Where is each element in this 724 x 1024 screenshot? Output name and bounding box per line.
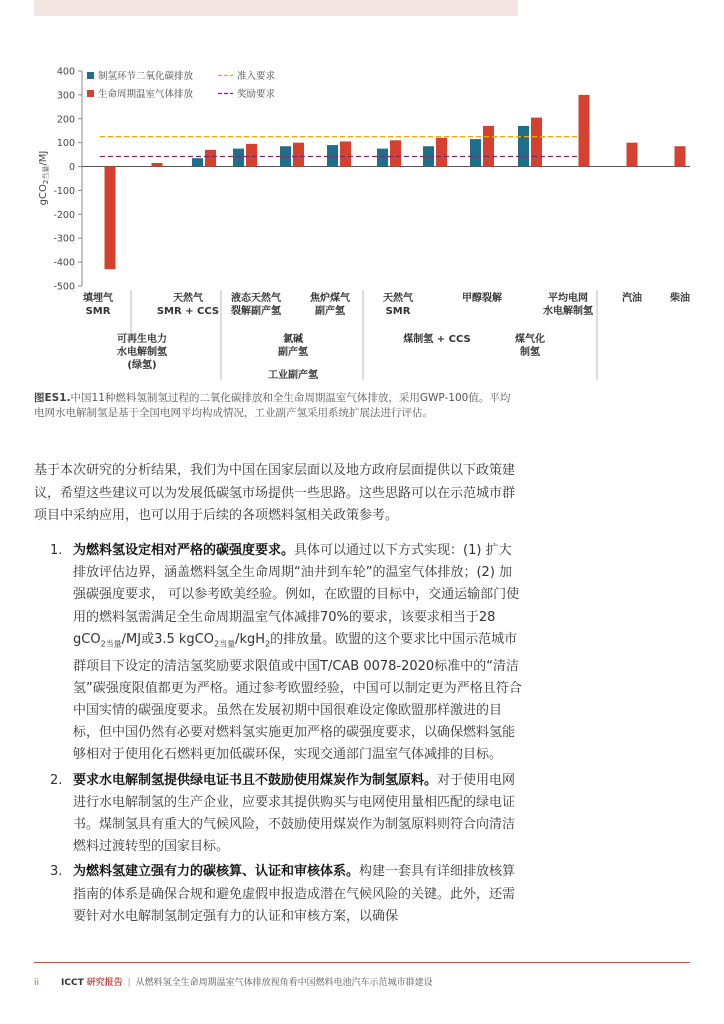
bar-production — [470, 139, 481, 166]
item-title: 要求水电解制氢提供绿电证书且不鼓励使用煤炭作为制氢原料。 — [73, 772, 438, 788]
item-body: 对于使用电网进行水电解制氢的生产企业，应要求其提供购买与电网使用量相匹配的绿电证书。煤制氢具有重大的气候风险，不鼓励使用煤炭作为制氢原料则符合向清洁燃料过渡转型的国家目标。 — [73, 772, 516, 855]
subscript: 2 — [265, 639, 271, 649]
caption-label: 图ES1. — [34, 392, 71, 404]
intro-paragraph: 基于本次研究的分析结果，我们为中国在国家层面以及地方政府层面提供以下政策建议，希望这些建议可以为发展低碳氢市场提供一些思路。这些思路可以在示范城市群项目中采纳应用，也可以用于后续的各项燃料氢相关政策参考。 — [34, 463, 516, 523]
category-label: 天然气 — [383, 293, 413, 304]
bar-production — [327, 145, 338, 167]
legend-swatch — [87, 72, 94, 79]
emissions-bar-chart — [0, 0, 724, 390]
group-label: 副产氢 — [278, 347, 308, 358]
y-tick-label: 200 — [56, 114, 75, 126]
group-label: 工业副产氢 — [268, 370, 318, 381]
item-number: 2. — [50, 772, 63, 788]
group-label: 氯碱 — [283, 334, 303, 345]
item-title: 为燃料氢建立强有力的碳核算、认证和审核体系。 — [73, 864, 360, 880]
bar-production — [518, 126, 529, 167]
subscript: 2当量 — [100, 639, 122, 649]
category-label: 填埋气 — [83, 293, 113, 304]
category-label: 汽油 — [622, 293, 642, 304]
group-label: (绿氢) — [127, 360, 157, 371]
y-axis-label: gCO$_{2当量}$/MJ — [38, 150, 50, 206]
y-tick-label: 300 — [56, 90, 75, 102]
page-number: ii — [34, 978, 40, 988]
y-tick-label: 100 — [56, 138, 75, 150]
bar-production — [233, 149, 244, 167]
category-label: 平均电网 — [548, 293, 588, 304]
footer — [34, 975, 433, 988]
legend-swatch — [87, 90, 94, 97]
bar-lifecycle — [105, 167, 116, 270]
bar-lifecycle — [483, 126, 494, 167]
legend-label: 生命周期温室气体排放 — [98, 89, 194, 100]
bar-lifecycle — [246, 144, 257, 167]
bar-lifecycle — [579, 95, 590, 167]
item-body: 的排放量。欧盟的这个要求比中国示范城市群项目下设定的清洁氢奖励要求限值或中国T/CAB 0078-2020标准中的“清洁氢”碳强度限值都更为严格。通过参考欧盟经验，中国可以制定更为严格且符合中国实情的碳强度要求。虽然在发展初期中国很难设定像欧盟那样激进的目标，但中国仍然有必要对燃料氢实施更加严格的碳强度要求，以确保燃料氢能够相对于使用化石燃料更加低碳环保，实现交通部门温室气体减排的目标。 — [73, 631, 522, 763]
bar-lifecycle — [340, 141, 351, 166]
group-label: 可再生电力 — [117, 334, 167, 345]
category-label: 天然气 — [173, 293, 203, 304]
bar-lifecycle — [390, 140, 401, 166]
category-label: 焦炉煤气 — [310, 293, 350, 304]
category-label: SMR + CCS — [156, 306, 220, 317]
list-item — [50, 770, 522, 859]
legend-label: 制氢环节二氧化碳排放 — [98, 71, 194, 82]
list-item — [50, 861, 522, 928]
item-body: 具体可以通过以下方式实现：(1) 扩大排放评估边界，涵盖燃料氢全生命周期“油井到车轮”的温室气体排放；(2) 加强碳强度要求， 可以参考欧美经验。例如，在欧盟的目标中，交通运输部门使用的燃料氢需满足全生命周期温室气体减排70%的要求，该要求相当于28 gCO — [73, 543, 520, 647]
category-label: SMR — [385, 306, 411, 317]
group-label: 煤制氢 + CCS — [403, 334, 471, 345]
list-item — [50, 540, 522, 767]
category-label: 水电解制氢 — [543, 306, 593, 317]
category-label: 副产氢 — [315, 306, 345, 317]
category-label: 柴油 — [670, 293, 690, 304]
footer-report: 研究报告 — [86, 978, 123, 988]
footer-org: ICCT — [61, 978, 84, 988]
recommendation-list — [50, 540, 522, 931]
bar-lifecycle — [627, 143, 638, 167]
bar-lifecycle — [152, 163, 163, 167]
category-label: 甲醇裂解 — [462, 293, 502, 304]
y-tick-label: -300 — [53, 233, 75, 245]
legend-label: 奖励要求 — [237, 89, 276, 100]
y-tick-label: -400 — [53, 257, 75, 269]
category-label: 液态天然气 — [231, 293, 281, 304]
group-label: 制氢 — [520, 347, 540, 358]
footer-separator: | — [127, 978, 131, 988]
bar-lifecycle — [205, 150, 216, 167]
y-tick-label: -200 — [53, 209, 75, 221]
item-number: 3. — [50, 864, 63, 880]
group-label: 煤气化 — [515, 334, 545, 345]
y-tick-label: 400 — [56, 66, 75, 78]
subscript: 2当量 — [213, 639, 236, 649]
group-label: 水电解制氢 — [117, 347, 167, 358]
category-label: 裂解副产氢 — [231, 306, 281, 317]
item-number: 1. — [50, 543, 63, 558]
legend-label: 准入要求 — [237, 71, 276, 82]
bar-lifecycle — [675, 146, 686, 166]
category-label: SMR — [85, 306, 111, 317]
figure-caption — [34, 391, 518, 421]
bar-production — [377, 149, 388, 167]
footer-rule — [34, 962, 690, 963]
caption-text: 中国11种燃料氢制氢过程的二氧化碳排放和全生命周期温室气体排放，采用GWP-100值。平均电网水电解制氢是基于全国电网平均构成情况，工业副产氢采用系统扩展法进行评估。 — [34, 392, 511, 419]
y-tick-label: 0 — [68, 162, 75, 174]
item-body: /MJ或3.5 kgCO — [121, 631, 214, 647]
bar-lifecycle — [436, 138, 447, 167]
bar-lifecycle — [531, 118, 542, 167]
item-title: 为燃料氢设定相对严格的碳强度要求。 — [73, 543, 295, 558]
y-tick-label: -100 — [53, 185, 75, 197]
item-body: 构建一套具有详细排放核算指南的体系是确保合规和避免虚假申报造成潜在气候风险的关键。此外，还需要针对水电解制氢制定强有力的认证和审核方案，以确保 — [73, 864, 516, 924]
footer-title: 从燃料氢全生命周期温室气体排放视角看中国燃料电池汽车示范城市群建设 — [135, 978, 433, 988]
y-tick-label: -500 — [53, 281, 75, 293]
bar-production — [192, 158, 203, 166]
bar-lifecycle — [293, 143, 304, 167]
item-body: /kgH — [235, 631, 266, 647]
